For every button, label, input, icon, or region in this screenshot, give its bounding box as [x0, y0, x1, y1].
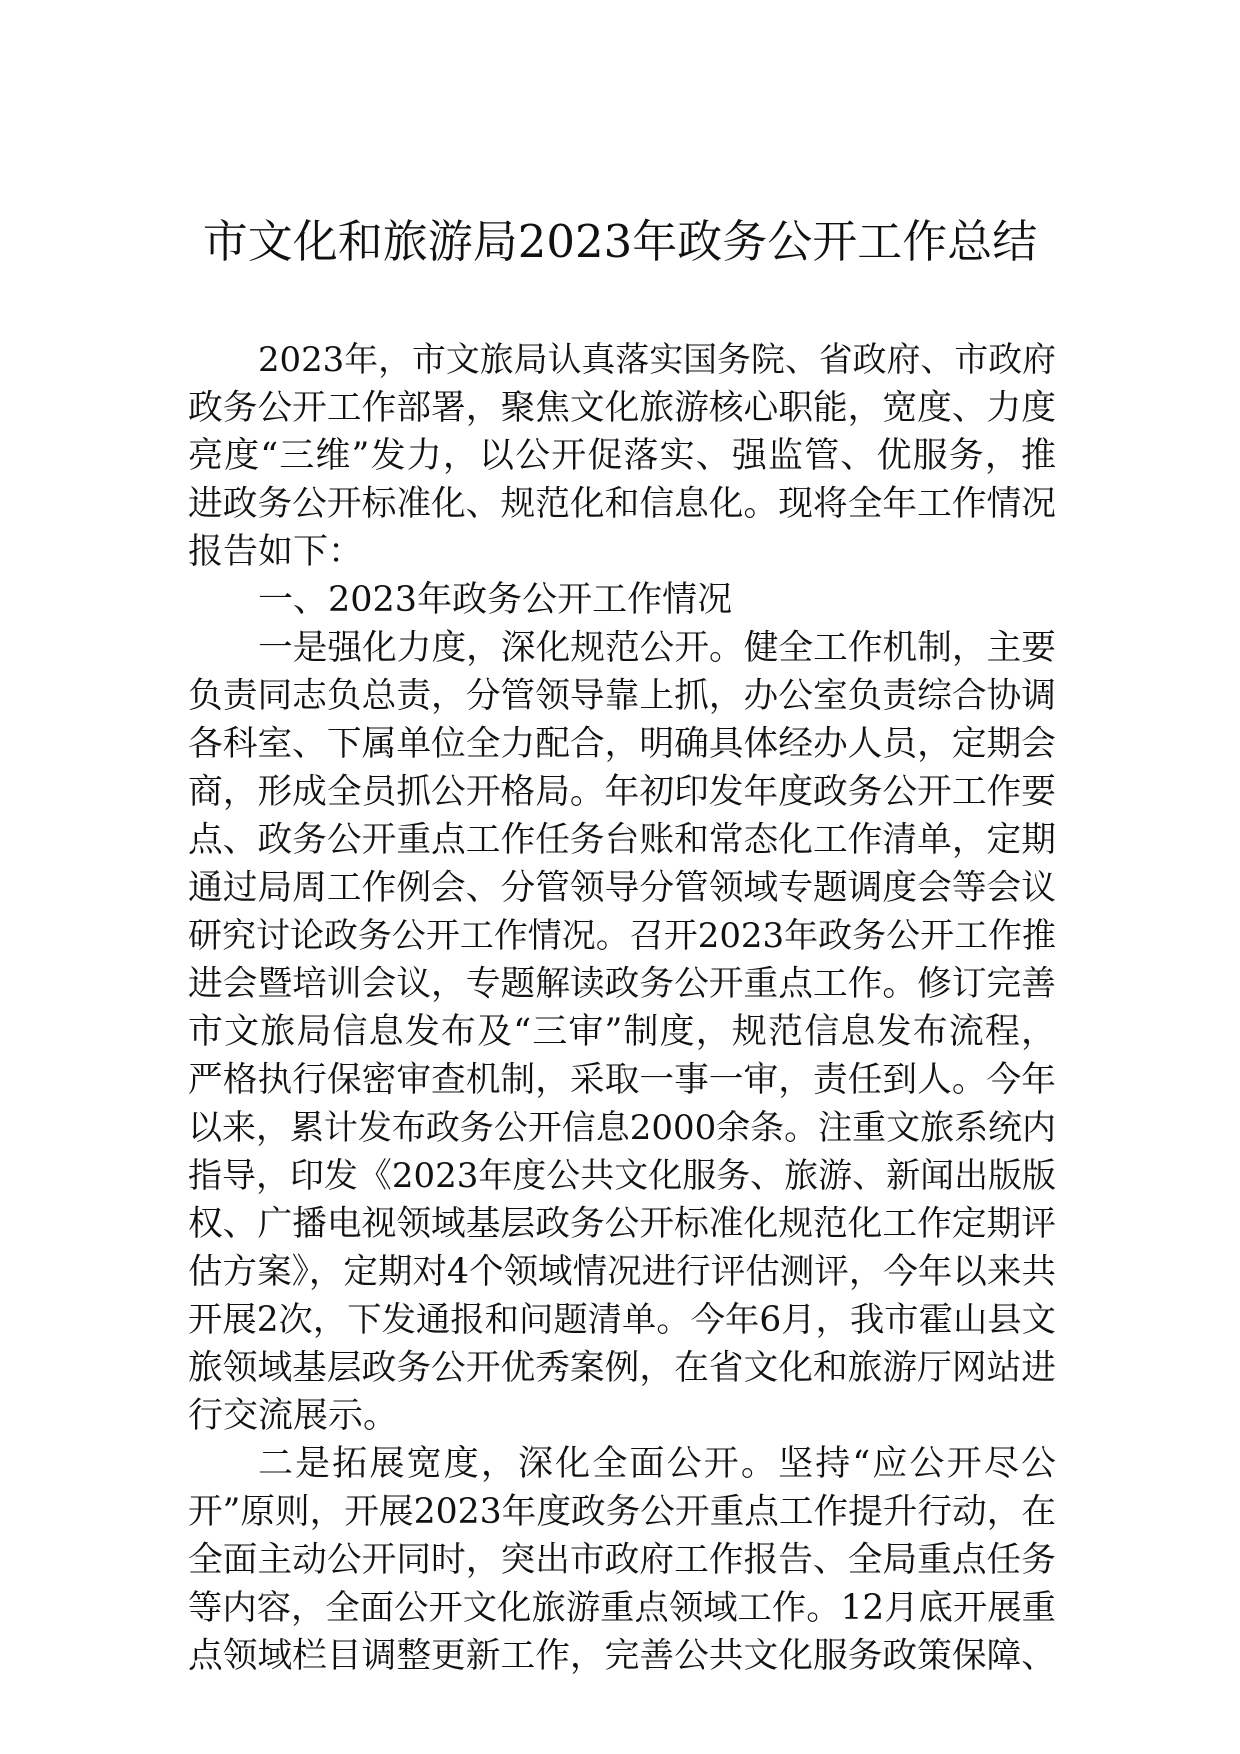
document-body	[188, 336, 1056, 1680]
text-line: 2023年，市文旅局认真落实国务院、省政府、市政府	[258, 340, 1056, 379]
text-line: 以来，累计发布政务公开信息2000余条。注重文旅系统内	[188, 1108, 1056, 1148]
text-line: 严格执行保密审查机制，采取一事一审，责任到人。今年	[188, 1060, 1056, 1100]
text-line: 亮度“三维”发力，以公开促落实、强监管、优服务，推	[188, 436, 1056, 476]
text-line: 全面主动公开同时，突出市政府工作报告、全局重点任务	[188, 1540, 1056, 1580]
text-line: 报告如下：	[188, 532, 364, 572]
text-line: 进会暨培训会议，专题解读政务公开重点工作。修订完善	[188, 964, 1056, 1004]
text-line: 点、政务公开重点工作任务台账和常态化工作清单，定期	[188, 820, 1056, 860]
text-line: 通过局周工作例会、分管领导分管领域专题调度会等会议	[188, 868, 1056, 908]
text-line: 估方案》，定期对4个领域情况进行评估测评，今年以来共	[188, 1252, 1056, 1292]
text-line: 二是拓展宽度，深化全面公开。坚持“应公开尽公	[258, 1444, 1056, 1484]
text-line: 指导，印发《2023年度公共文化服务、旅游、新闻出版版	[188, 1156, 1056, 1196]
text-line: 权、广播电视领域基层政务公开标准化规范化工作定期评	[188, 1204, 1056, 1244]
text-line: 政务公开工作部署，聚焦文化旅游核心职能，宽度、力度	[188, 388, 1056, 428]
text-line: 等内容，全面公开文化旅游重点领域工作。12月底开展重	[188, 1588, 1056, 1628]
text-line: 商，形成全员抓公开格局。年初印发年度政务公开工作要	[188, 772, 1056, 812]
text-line: 一、2023年政务公开工作情况	[258, 580, 733, 620]
text-line: 各科室、下属单位全力配合，明确具体经办人员，定期会	[188, 724, 1056, 764]
text-line: 旅领域基层政务公开优秀案例，在省文化和旅游厅网站进	[188, 1348, 1056, 1388]
text-line: 行交流展示。	[188, 1396, 399, 1436]
text-line: 一是强化力度，深化规范公开。健全工作机制，主要	[258, 628, 1056, 668]
text-line: 负责同志负总责，分管领导靠上抓，办公室负责综合协调	[188, 676, 1056, 716]
text-line: 研究讨论政务公开工作情况。召开2023年政务公开工作推	[188, 916, 1056, 956]
text-line: 开”原则，开展2023年度政务公开重点工作提升行动，在	[188, 1492, 1056, 1532]
text-line: 开展2次，下发通报和问题清单。今年6月，我市霍山县文	[188, 1300, 1056, 1340]
text-line: 点领域栏目调整更新工作，完善公共文化服务政策保障、	[188, 1636, 1056, 1676]
text-line: 市文旅局信息发布及“三审”制度，规范信息发布流程，	[188, 1012, 1056, 1052]
document-title: 市文化和旅游局2023年政务公开工作总结	[202, 215, 1038, 268]
text-line: 进政务公开标准化、规范化和信息化。现将全年工作情况	[188, 484, 1056, 524]
